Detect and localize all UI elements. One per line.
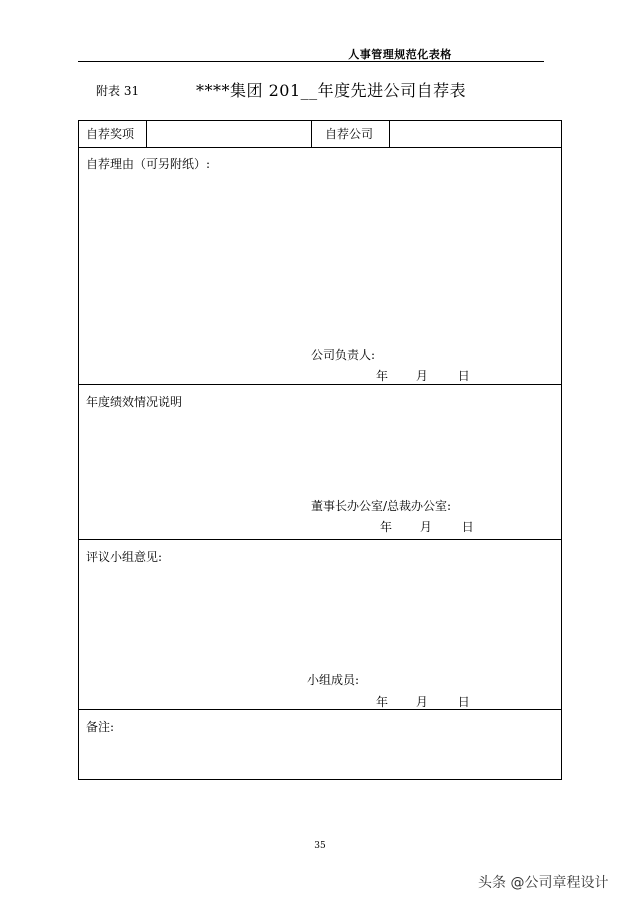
watermark-text: 头条 @公司章程设计 [478, 875, 609, 891]
section-performance [79, 385, 561, 540]
page-header-title: 人事管理规范化表格 [348, 48, 452, 61]
performance-date [380, 518, 474, 535]
notes-label: 备注: [86, 720, 115, 734]
panel-date [376, 693, 470, 710]
form-row-award [79, 121, 561, 148]
date-year: 年 [376, 695, 389, 709]
header-rule [78, 61, 544, 62]
section-reason [79, 147, 561, 385]
section-notes [79, 710, 561, 779]
reason-date [376, 367, 470, 384]
self-recommendation-form [78, 120, 562, 780]
date-day: 日 [461, 520, 474, 534]
date-month: 月 [419, 520, 432, 534]
document-title: ****集团 201__年度先进公司自荐表 [196, 81, 467, 100]
cell-divider [311, 121, 312, 147]
reason-signer-label: 公司负责人: [311, 348, 376, 362]
company-label: 自荐公司 [325, 127, 374, 141]
performance-signer-label: 董事长办公室/总裁办公室: [311, 499, 452, 513]
date-year: 年 [380, 520, 393, 534]
award-label: 自荐奖项 [86, 127, 135, 141]
date-day: 日 [457, 695, 470, 709]
award-field[interactable] [147, 121, 311, 147]
appendix-label: 附表 31 [96, 84, 140, 98]
date-year: 年 [376, 369, 389, 383]
date-month: 月 [415, 369, 428, 383]
date-month: 月 [415, 695, 428, 709]
panel-label: 评议小组意见: [86, 550, 163, 564]
page-number: 35 [314, 841, 326, 851]
section-panel-opinion [79, 540, 561, 710]
panel-signer-label: 小组成员: [307, 673, 360, 687]
reason-label: 自荐理由（可另附纸）: [86, 157, 211, 171]
date-day: 日 [457, 369, 470, 383]
company-field[interactable] [390, 121, 562, 147]
performance-label: 年度绩效情况说明 [86, 395, 183, 409]
